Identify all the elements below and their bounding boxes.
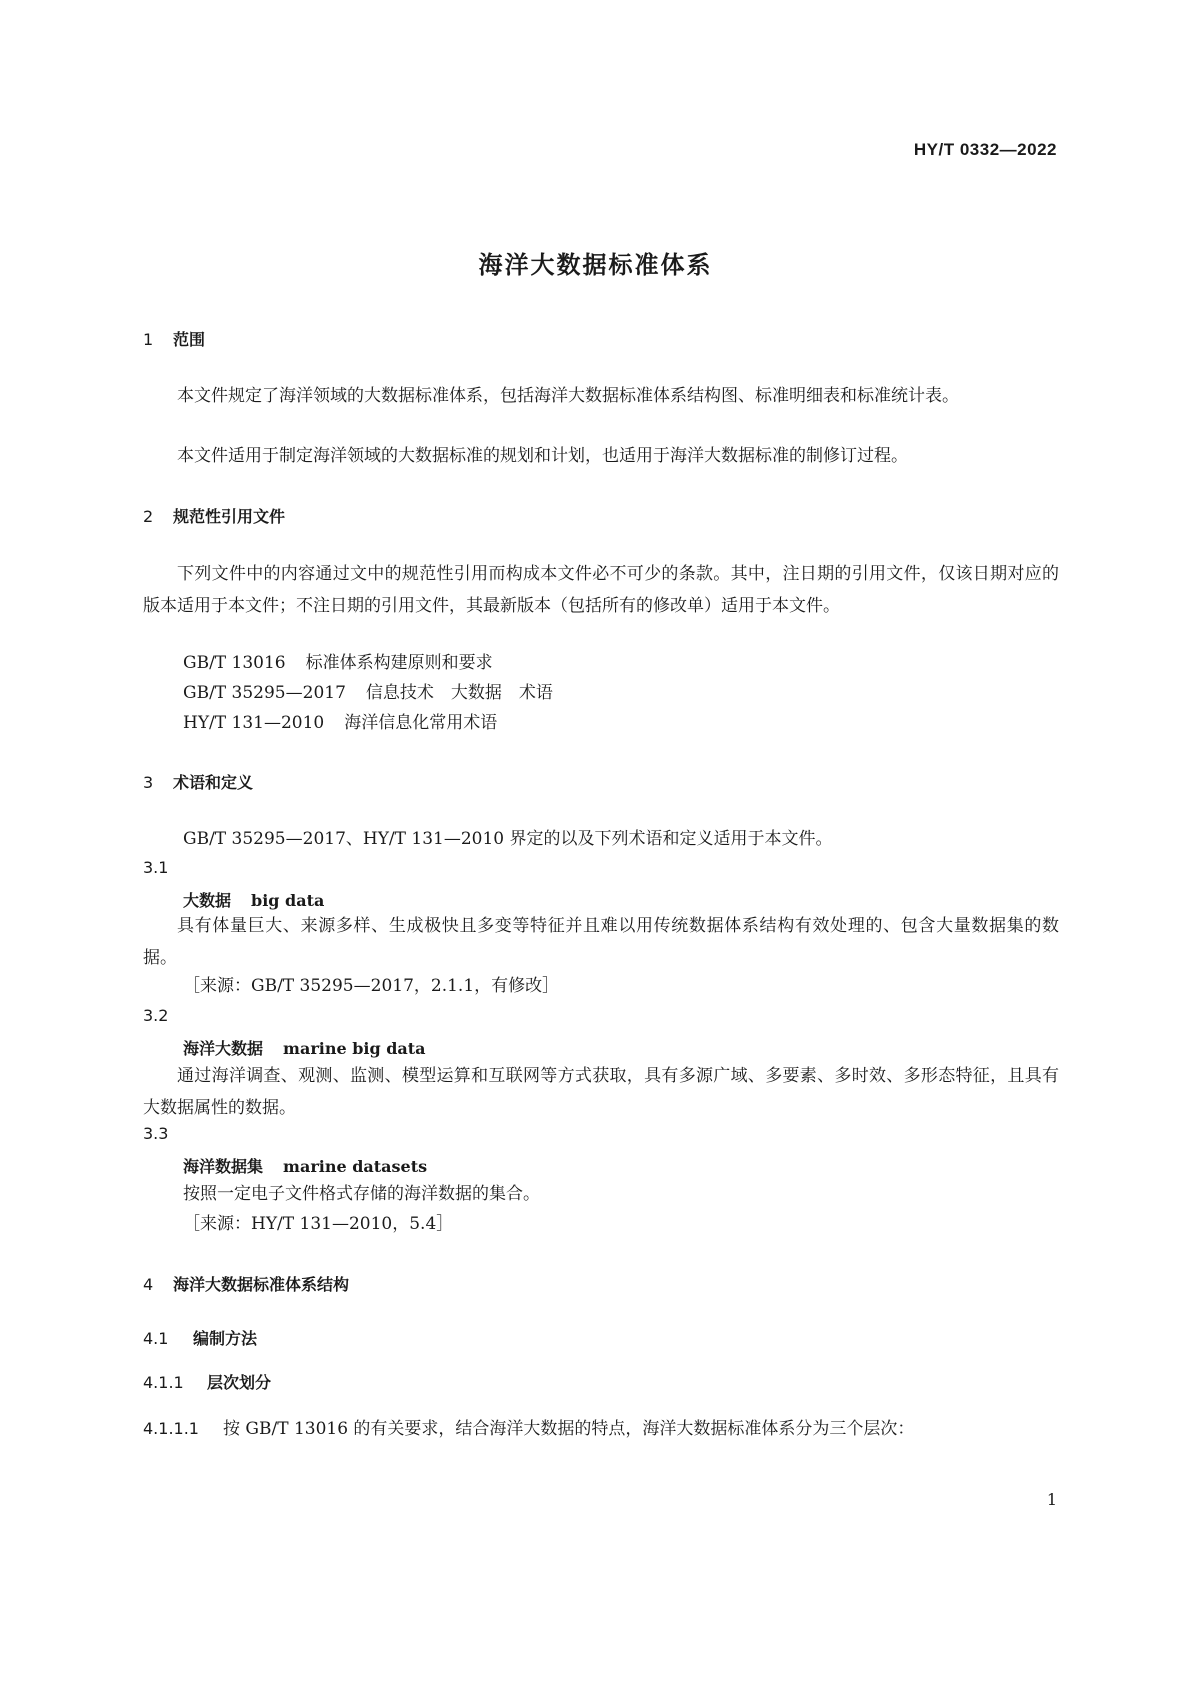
section-number: 2 <box>143 507 154 526</box>
term-cn: 大数据 <box>183 891 232 910</box>
section-1-heading <box>143 327 205 350</box>
term-definition: 具有体量巨大、来源多样、生成极快且多变等特征并且难以用传统数据体系结构有效处理的、包含大量数据集的数据。 <box>143 916 1059 968</box>
document-title: 海洋大数据标准体系 <box>478 251 713 279</box>
term-number: 3.1 <box>143 858 169 877</box>
term-number: 3.3 <box>143 1124 169 1143</box>
term-source: ［来源：HY/T 131—2010，5.4］ <box>183 1214 454 1234</box>
reference-item <box>183 677 553 709</box>
reference-name: 信息技术 大数据 术语 <box>365 683 553 703</box>
section-title: 规范性引用文件 <box>173 507 286 526</box>
term-definition: 按照一定电子文件格式存储的海洋数据的集合。 <box>183 1184 540 1204</box>
section-4-heading <box>143 1272 349 1295</box>
term-en: big data <box>251 891 325 910</box>
term-cn: 海洋数据集 <box>183 1157 264 1176</box>
term-cn: 海洋大数据 <box>183 1039 264 1058</box>
section-1-paragraph-1: 本文件规定了海洋领域的大数据标准体系，包括海洋大数据标准体系结构图、标准明细表和标准统计表。 <box>177 386 959 406</box>
standard-number: HY/T 0332—2022 <box>913 140 1057 159</box>
subsection-heading <box>143 1370 271 1393</box>
term-definition: 通过海洋调查、观测、监测、模型运算和互联网等方式获取，具有多源广域、多要素、多时效、多形态特征，且具有大数据属性的数据。 <box>143 1066 1059 1118</box>
reference-code: GB/T 13016 <box>183 653 286 673</box>
clause-text: 按 GB/T 13016 的有关要求，结合海洋大数据的特点，海洋大数据标准体系分为三个层次： <box>223 1419 915 1439</box>
clause-4-1-1-1 <box>143 1414 1059 1439</box>
term-number: 3.2 <box>143 1006 169 1025</box>
subsection-title: 层次划分 <box>207 1373 272 1392</box>
section-number: 4 <box>143 1275 154 1294</box>
term-en: marine big data <box>283 1039 426 1058</box>
subsection-title: 编制方法 <box>193 1329 258 1348</box>
reference-name: 海洋信息化常用术语 <box>344 713 498 733</box>
reference-item <box>183 647 493 679</box>
reference-item <box>183 707 497 739</box>
subsection-heading <box>143 1326 257 1349</box>
term-heading <box>183 888 324 911</box>
section-1-paragraph-2: 本文件适用于制定海洋领域的大数据标准的规划和计划，也适用于海洋大数据标准的制修订过程。 <box>177 446 908 466</box>
reference-name: 标准体系构建原则和要求 <box>305 653 493 673</box>
section-title: 海洋大数据标准体系结构 <box>173 1275 350 1294</box>
section-number: 3 <box>143 773 154 792</box>
term-heading <box>183 1154 427 1177</box>
subsection-number: 4.1.1 <box>143 1373 184 1392</box>
section-2-heading <box>143 504 285 527</box>
term-en: marine datasets <box>283 1157 428 1176</box>
term-heading <box>183 1036 426 1059</box>
section-number: 1 <box>143 330 154 349</box>
section-title: 术语和定义 <box>173 773 254 792</box>
subsection-number: 4.1 <box>143 1329 169 1348</box>
section-2-paragraph: 下列文件中的内容通过文中的规范性引用而构成本文件必不可少的条款。其中，注日期的引用文件，仅该日期对应的版本适用于本文件；不注日期的引用文件，其最新版本（包括所有的修改单）适用于本文件。 <box>143 564 1059 616</box>
section-3-heading <box>143 770 253 793</box>
section-title: 范围 <box>173 330 206 349</box>
page-number: 1 <box>1046 1490 1057 1509</box>
clause-number: 4.1.1.1 <box>143 1419 199 1438</box>
term-source: ［来源：GB/T 35295—2017，2.1.1，有修改］ <box>183 976 560 996</box>
reference-code: HY/T 131—2010 <box>183 713 325 733</box>
section-3-intro: GB/T 35295—2017、HY/T 131—2010 界定的以及下列术语和定义适用于本文件。 <box>183 829 833 849</box>
reference-code: GB/T 35295—2017 <box>183 683 346 703</box>
